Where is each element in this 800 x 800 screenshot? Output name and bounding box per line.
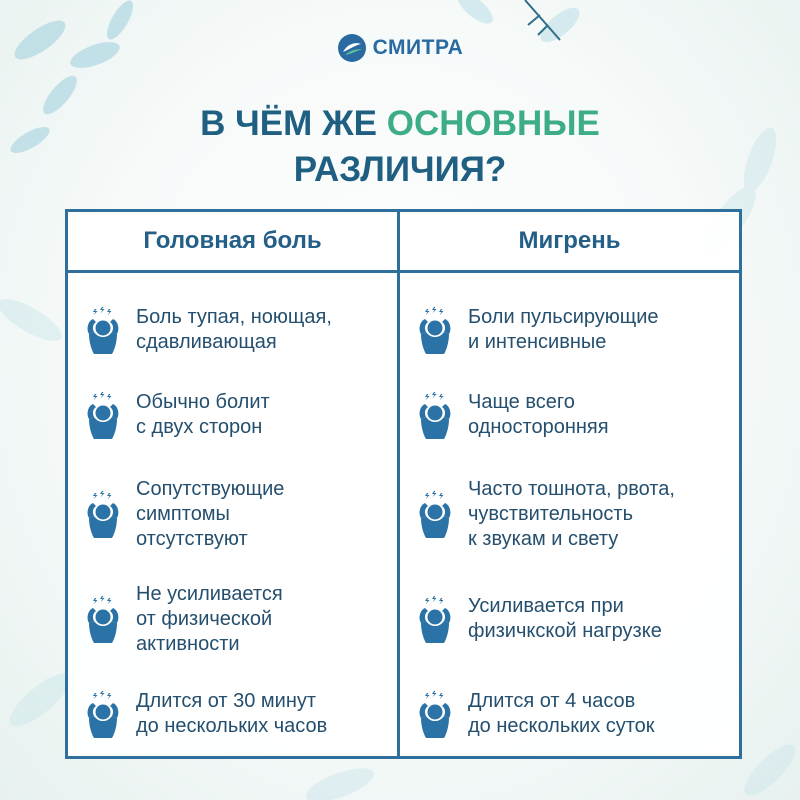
headache-person-icon — [82, 489, 124, 539]
item-text-line: Сопутствующие — [136, 477, 285, 500]
item-text — [468, 594, 662, 644]
list-item — [414, 477, 675, 552]
item-text-line: к звукам и свету — [468, 527, 619, 550]
item-text-line: отсутствуют — [136, 527, 248, 550]
list-item — [82, 477, 284, 552]
item-text — [468, 477, 675, 552]
item-text — [468, 689, 655, 739]
item-text-line: Боль тупая, ноющая, — [136, 306, 332, 328]
comparison-table — [65, 209, 742, 759]
item-text — [136, 477, 284, 552]
title-part-1: В ЧЁМ ЖЕ — [200, 104, 377, 143]
item-text-line: Боли пульсирующие — [468, 306, 659, 328]
column-divider — [397, 212, 400, 756]
headache-person-icon — [414, 489, 456, 539]
list-item — [414, 390, 609, 440]
header-migraine: Мигрень — [518, 227, 621, 254]
headache-person-icon — [82, 594, 124, 644]
item-text-line: Не усиливается — [136, 582, 283, 605]
list-item — [82, 305, 332, 355]
item-text-line: чувствительность — [468, 502, 634, 525]
headache-person-icon — [82, 689, 124, 739]
headache-person-icon — [82, 390, 124, 440]
list-item — [82, 390, 270, 440]
item-text-line: Длится от 30 минут — [136, 690, 317, 712]
item-text-line: симптомы — [136, 502, 230, 525]
item-text — [136, 305, 332, 355]
headache-person-icon — [414, 594, 456, 644]
brand-logo — [0, 30, 800, 66]
item-text-line: Чаще всего — [468, 391, 575, 413]
header-headache: Головная боль — [143, 227, 322, 254]
page-title — [0, 101, 800, 193]
item-text-line: и интенсивные — [468, 331, 607, 353]
list-item — [82, 582, 283, 657]
item-text-line: односторонняя — [468, 416, 609, 438]
item-text — [136, 689, 327, 739]
item-text-line: от физической — [136, 607, 273, 630]
list-item — [414, 689, 655, 739]
title-part-2: ОСНОВНЫЕ — [386, 104, 600, 143]
item-text-line: Часто тошнота, рвота, — [468, 477, 675, 500]
list-item — [414, 305, 659, 355]
item-text-line: сдавливающая — [136, 331, 277, 353]
item-text-line: Длится от 4 часов — [468, 690, 636, 712]
headache-person-icon — [414, 390, 456, 440]
item-text — [136, 390, 270, 440]
title-line-1 — [0, 101, 800, 147]
item-text — [136, 582, 283, 657]
item-text-line: с двух сторон — [136, 416, 263, 438]
title-line-2: РАЗЛИЧИЯ? — [293, 150, 507, 189]
list-item — [414, 594, 662, 644]
item-text-line: до нескольких суток — [468, 715, 655, 737]
item-text-line: Усиливается при — [468, 595, 624, 617]
item-text-line: до нескольких часов — [136, 715, 328, 737]
item-text — [468, 305, 659, 355]
headache-person-icon — [82, 305, 124, 355]
brand-mark-icon — [337, 33, 367, 63]
item-text-line: активности — [136, 632, 240, 655]
headache-person-icon — [414, 689, 456, 739]
header-divider — [68, 270, 739, 273]
item-text — [468, 390, 609, 440]
item-text-line: Обычно болит — [136, 391, 270, 413]
list-item — [82, 689, 327, 739]
headache-person-icon — [414, 305, 456, 355]
item-text-line: физичкской нагрузке — [468, 620, 662, 642]
brand-name: СМИТРА — [372, 36, 464, 59]
